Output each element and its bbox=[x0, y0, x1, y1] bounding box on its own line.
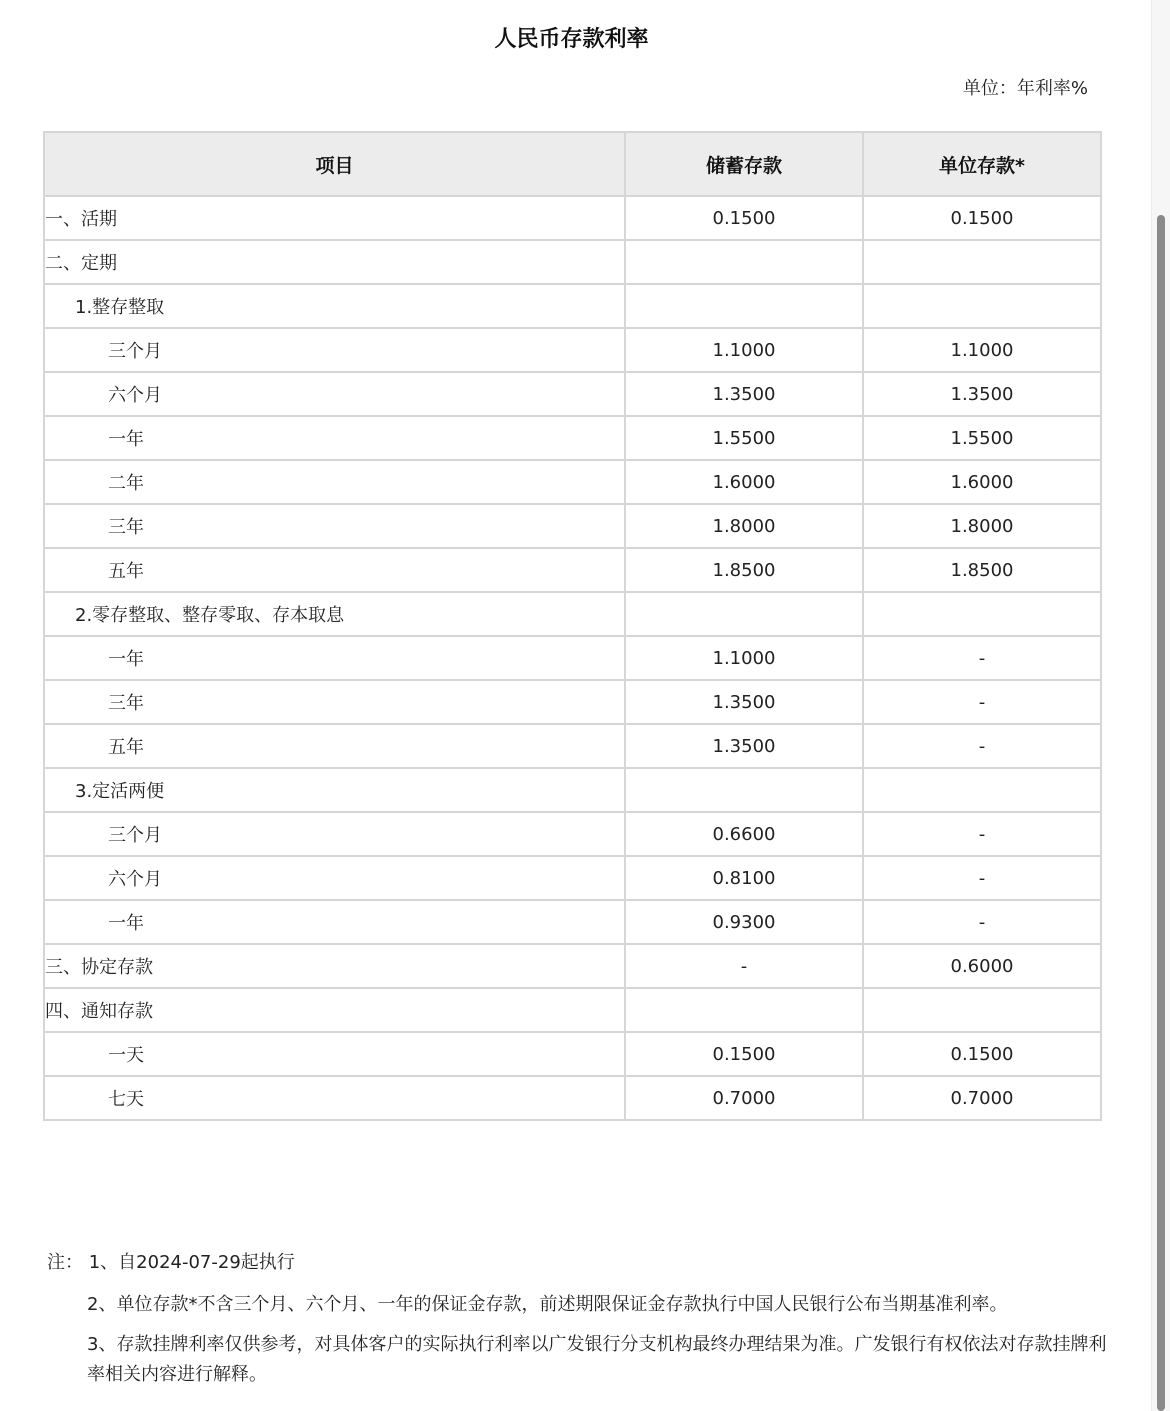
table-row bbox=[44, 416, 1101, 460]
row-label: 2.零存整取、整存零取、存本取息 bbox=[44, 592, 625, 636]
table-row bbox=[44, 944, 1101, 988]
table-row bbox=[44, 856, 1101, 900]
note-2: 2、单位存款*不含三个月、六个月、一年的保证金存款，前述期限保证金存款执行中国人民银行公布当期基准利率。 bbox=[87, 1294, 1008, 1315]
savings-rate: 1.3500 bbox=[625, 372, 863, 416]
savings-rate bbox=[625, 768, 863, 812]
savings-rate: 0.9300 bbox=[625, 900, 863, 944]
savings-rate bbox=[625, 592, 863, 636]
row-label: 三个月 bbox=[44, 812, 625, 856]
corporate-rate bbox=[863, 988, 1101, 1032]
corporate-rate: - bbox=[863, 812, 1101, 856]
savings-rate: 1.1000 bbox=[625, 636, 863, 680]
row-label: 五年 bbox=[44, 724, 625, 768]
corporate-rate: - bbox=[863, 636, 1101, 680]
savings-rate bbox=[625, 284, 863, 328]
corporate-rate: 1.6000 bbox=[863, 460, 1101, 504]
savings-rate: 0.6600 bbox=[625, 812, 863, 856]
table-row bbox=[44, 900, 1101, 944]
savings-rate: 1.1000 bbox=[625, 328, 863, 372]
corporate-rate: 1.5500 bbox=[863, 416, 1101, 460]
table-body bbox=[44, 196, 1101, 1120]
corporate-rate: - bbox=[863, 856, 1101, 900]
corporate-rate: - bbox=[863, 680, 1101, 724]
savings-rate: 0.1500 bbox=[625, 196, 863, 240]
corporate-rate: 0.1500 bbox=[863, 196, 1101, 240]
row-label: 六个月 bbox=[44, 856, 625, 900]
savings-rate: 1.3500 bbox=[625, 724, 863, 768]
savings-rate bbox=[625, 988, 863, 1032]
row-label: 二、定期 bbox=[44, 240, 625, 284]
corporate-rate: 1.8000 bbox=[863, 504, 1101, 548]
corporate-rate bbox=[863, 768, 1101, 812]
corporate-rate: 0.1500 bbox=[863, 1032, 1101, 1076]
table-row bbox=[44, 240, 1101, 284]
row-label: 一年 bbox=[44, 416, 625, 460]
scrollbar-thumb[interactable] bbox=[1157, 215, 1165, 1411]
savings-rate: - bbox=[625, 944, 863, 988]
table-row bbox=[44, 768, 1101, 812]
savings-rate bbox=[625, 240, 863, 284]
table-row bbox=[44, 1076, 1101, 1120]
row-label: 四、通知存款 bbox=[44, 988, 625, 1032]
header-corporate: 单位存款* bbox=[863, 132, 1101, 196]
page-title: 人民币存款利率 bbox=[494, 27, 649, 52]
corporate-rate: 0.7000 bbox=[863, 1076, 1101, 1120]
savings-rate: 0.7000 bbox=[625, 1076, 863, 1120]
corporate-rate: - bbox=[863, 900, 1101, 944]
row-label: 三年 bbox=[44, 680, 625, 724]
header-savings: 储蓄存款 bbox=[625, 132, 863, 196]
corporate-rate bbox=[863, 592, 1101, 636]
table-row bbox=[44, 1032, 1101, 1076]
row-label: 三年 bbox=[44, 504, 625, 548]
table-row bbox=[44, 636, 1101, 680]
table-row bbox=[44, 988, 1101, 1032]
savings-rate: 1.5500 bbox=[625, 416, 863, 460]
savings-rate: 1.3500 bbox=[625, 680, 863, 724]
corporate-rate: 1.1000 bbox=[863, 328, 1101, 372]
notes bbox=[47, 1248, 1107, 1400]
corporate-rate: 0.6000 bbox=[863, 944, 1101, 988]
row-label: 一天 bbox=[44, 1032, 625, 1076]
table-row bbox=[44, 328, 1101, 372]
header-item: 项目 bbox=[44, 132, 625, 196]
row-label: 七天 bbox=[44, 1076, 625, 1120]
deposit-rate-table bbox=[43, 131, 1102, 1121]
row-label: 1.整存整取 bbox=[44, 284, 625, 328]
row-label: 一年 bbox=[44, 636, 625, 680]
row-label: 二年 bbox=[44, 460, 625, 504]
table-row bbox=[44, 724, 1101, 768]
vertical-scrollbar[interactable] bbox=[1151, 0, 1170, 1411]
corporate-rate: 1.8500 bbox=[863, 548, 1101, 592]
row-label: 三个月 bbox=[44, 328, 625, 372]
table-row bbox=[44, 548, 1101, 592]
row-label: 一、活期 bbox=[44, 196, 625, 240]
table-header-row bbox=[44, 132, 1101, 196]
table-row bbox=[44, 372, 1101, 416]
corporate-rate: 1.3500 bbox=[863, 372, 1101, 416]
table-row bbox=[44, 812, 1101, 856]
corporate-rate bbox=[863, 284, 1101, 328]
table-row bbox=[44, 284, 1101, 328]
row-label: 六个月 bbox=[44, 372, 625, 416]
savings-rate: 1.8000 bbox=[625, 504, 863, 548]
savings-rate: 1.6000 bbox=[625, 460, 863, 504]
table-row bbox=[44, 196, 1101, 240]
table-row bbox=[44, 504, 1101, 548]
row-label: 一年 bbox=[44, 900, 625, 944]
savings-rate: 0.1500 bbox=[625, 1032, 863, 1076]
corporate-rate bbox=[863, 240, 1101, 284]
note-3: 3、存款挂牌利率仅供参考，对具体客户的实际执行利率以广发银行分支机构最终办理结果为准。广发银行有权依法对存款挂牌利率相关内容进行解释。 bbox=[87, 1334, 1107, 1385]
note-1: 注： 1、自2024-07-29起执行 bbox=[47, 1252, 295, 1273]
table-row bbox=[44, 680, 1101, 724]
table-row bbox=[44, 460, 1101, 504]
row-label: 3.定活两便 bbox=[44, 768, 625, 812]
savings-rate: 1.8500 bbox=[625, 548, 863, 592]
table-row bbox=[44, 592, 1101, 636]
savings-rate: 0.8100 bbox=[625, 856, 863, 900]
corporate-rate: - bbox=[863, 724, 1101, 768]
row-label: 三、协定存款 bbox=[44, 944, 625, 988]
row-label: 五年 bbox=[44, 548, 625, 592]
unit-label: 单位：年利率% bbox=[962, 78, 1088, 99]
